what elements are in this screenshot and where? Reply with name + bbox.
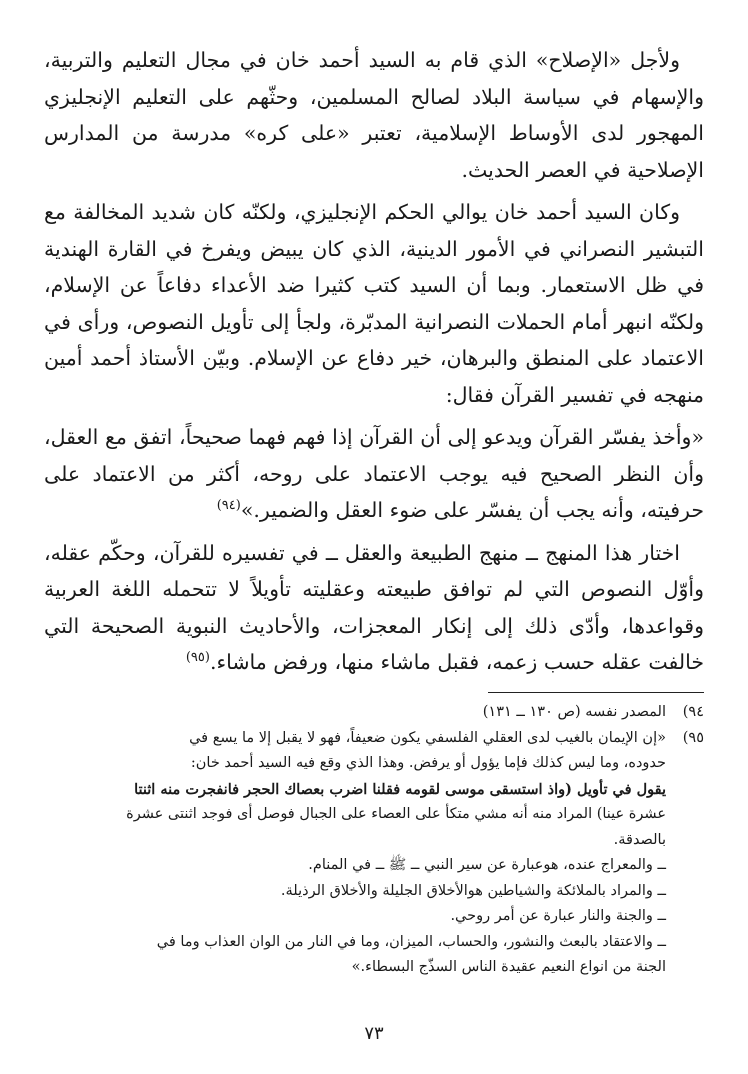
footnote-item: الجنة من انواع النعيم عقيدة الناس السذّج البسطاء.»	[351, 959, 666, 975]
footnote-text	[44, 726, 666, 854]
footnote-item: ــ والمراد بالملائكة والشياطين هوالأخلاق الجليلة والأخلاق الرذيلة.	[280, 882, 666, 899]
paragraph-3-text: اختار هذا المنهج ــ منهج الطبيعة والعقل ــ في تفسيره للقرآن، وحكّم عقله، وأوّل النصوص التي لم توافق طبيعته وعقليته تأويلاً لا تتحمله اللغة العربية وقواعدها، وأدّى ذلك إلى إنكار المعجزات، والأحاديث النبوية الصحيحة التي خالفت عقله حسب زعمه، فقبل ماشاء منها، ورفض ماشاء.	[44, 540, 704, 674]
page-number: ٧٣	[364, 1023, 384, 1044]
footnote-number: ٩٤)	[682, 704, 704, 720]
footnote-number: ٩٥)	[682, 729, 704, 746]
quotation-text: «وأخذ يفسّر القرآن ويدعو إلى أن القرآن إذا فهم فهما صحيحاً، اتفق مع العقل، وأن النظر الصحيح فيه يوجب الاعتماد على روحه، أكثر من الاعتماد على حرفيته، وأنه يجب أن يفسّر على ضوء العقل والضمير.»	[44, 425, 704, 522]
footnote-item: ــ والجنة والنار عبارة عن أمر روحي.	[450, 908, 666, 924]
footnote-94	[44, 700, 704, 726]
footnotes	[44, 700, 704, 981]
footnote-line: «إن الإيمان بالغيب لدى العقلي الفلسفي يكون ضعيفاً، فهو لا يقبل إلا ما يسع في	[189, 729, 666, 746]
footnote-95	[44, 726, 704, 854]
footnote-item: ــ والاعتقاد بالبعث والنشور، والحساب، الميزان، وما في النار من الوان العذاب وما في	[156, 933, 666, 950]
footnote-line: يقول في تأويل (واذ استسقى موسى لقومه فقلنا اضرب بعصاك الحجر فانفجرت منه اثنتا	[134, 780, 666, 798]
paragraph-1: ولأجل «الإصلاح» الذي قام به السيد أحمد خان في مجال التعليم والتربية، والإسهام في سياسة البلاد لصالح المسلمين، وحثّهم على التعليم الإنجليزي المهجور لدى الأوساط الإسلامية، تعتبر «على كره» مدرسة من المدارس الإصلاحية في العصر الحديث.	[44, 48, 704, 182]
footnote-line: حدوده، وما ليس كذلك فإما يؤول أو يرفض. وهذا الذي وقع فيه السيد أحمد خان:	[190, 755, 666, 771]
paragraph-2: وكان السيد أحمد خان يوالي الحكم الإنجليزي، ولكنّه كان شديد المخالفة مع التبشير النصراني في الأمور الدينية، الذي كان يبيض ويفرخ في القارة الهندية في ظل الاستعمار. وبما أن السيد كتب كثيرا ضد الأعداء دفاعاً عن الإسلام، ولكنّه انبهر أمام الحملات النصرانية المدبّرة، ولجأ إلى تأويل النصوص، ورأى في الاعتماد على المنطق والبرهان، خير دفاع عن الإسلام. وبيّن الأستاذ أحمد أمين منهجه في تفسير القرآن فقال:	[44, 200, 704, 407]
footnote-line: بالصدقة.	[613, 831, 666, 848]
main-text	[44, 42, 704, 681]
footnote-ref-94[interactable]: (٩٤)	[216, 498, 241, 514]
footnote-separator	[488, 692, 704, 693]
paragraph-3	[44, 535, 704, 681]
footnote-ref-95[interactable]: (٩٥)	[185, 650, 210, 666]
footnote-line: عشرة عينا) المراد منه أنه مشي متكأ على العصاء على الجبال فوصل أى فوجد اثنتى عشرة	[126, 806, 666, 822]
footnote-item: ــ والمعراج عنده، هوعبارة عن سير النبي ــ ﷺ ــ في المنام.	[308, 857, 666, 873]
footnote-text: المصدر نفسه (ص ١٣٠ ــ ١٣١)	[482, 704, 666, 720]
quotation	[44, 419, 704, 529]
